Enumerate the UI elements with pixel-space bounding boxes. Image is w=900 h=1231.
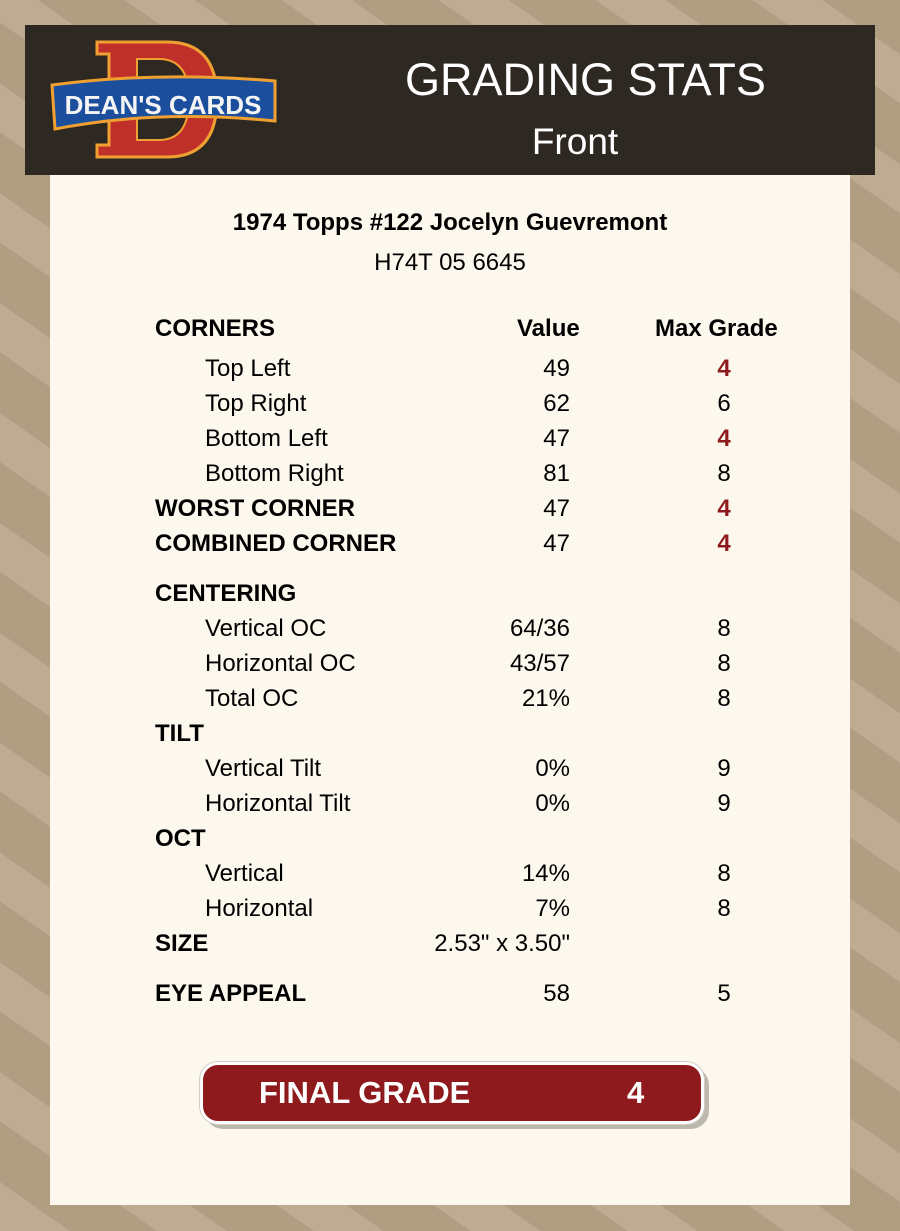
stat-value: 49 xyxy=(543,355,570,382)
stat-value: 62 xyxy=(543,390,570,417)
stat-row xyxy=(50,751,850,786)
stat-value: 7% xyxy=(535,895,570,922)
deans-cards-logo xyxy=(47,37,282,162)
final-grade-banner xyxy=(200,1062,704,1124)
stat-value: 0% xyxy=(535,755,570,782)
stat-label: Vertical OC xyxy=(205,615,327,642)
stat-row xyxy=(50,611,850,646)
stat-row xyxy=(50,786,850,821)
stat-row xyxy=(50,526,850,561)
stat-max-grade: 8 xyxy=(717,685,731,712)
stat-label: Vertical xyxy=(205,860,284,887)
stat-max-grade: 8 xyxy=(717,615,731,642)
final-grade-label: FINAL GRADE xyxy=(259,1075,471,1110)
value-column-header: Value xyxy=(517,315,580,342)
stat-value: 64/36 xyxy=(509,615,570,642)
stat-label: CENTERING xyxy=(155,580,297,607)
card-id: H74T 05 6645 xyxy=(374,249,526,276)
stat-row xyxy=(50,576,850,611)
stat-value: 0% xyxy=(535,790,570,817)
stat-label: COMBINED CORNER xyxy=(155,530,397,557)
stats-table xyxy=(50,351,850,1011)
stat-row xyxy=(50,456,850,491)
stat-value: 47 xyxy=(543,495,570,522)
stat-max-grade: 9 xyxy=(717,755,731,782)
stat-max-grade: 4 xyxy=(717,425,731,452)
stat-row xyxy=(50,386,850,421)
stat-row xyxy=(50,856,850,891)
stat-label: Horizontal xyxy=(205,895,314,922)
section-corners: CORNERS xyxy=(155,315,276,342)
stat-max-grade: 9 xyxy=(717,790,731,817)
stat-label: TILT xyxy=(155,720,204,747)
stat-label: Vertical Tilt xyxy=(205,755,322,782)
stat-max-grade: 4 xyxy=(717,530,731,557)
stat-value: 81 xyxy=(543,460,570,487)
header xyxy=(25,25,875,175)
stat-label: Bottom Left xyxy=(205,425,328,452)
stat-label: WORST CORNER xyxy=(155,495,355,522)
stat-max-grade: 8 xyxy=(717,860,731,887)
stat-label: Bottom Right xyxy=(205,460,344,487)
stat-value: 47 xyxy=(543,530,570,557)
stat-value: 47 xyxy=(543,425,570,452)
stat-max-grade: 8 xyxy=(717,460,731,487)
stat-label: EYE APPEAL xyxy=(155,980,307,1007)
stat-value: 21% xyxy=(521,685,570,712)
stat-label: Horizontal Tilt xyxy=(205,790,351,817)
stat-row xyxy=(50,716,850,751)
stat-label: Top Left xyxy=(205,355,291,382)
stat-row xyxy=(50,891,850,926)
stat-label: OCT xyxy=(155,825,206,852)
stat-row xyxy=(50,976,850,1011)
stat-value: 2.53" x 3.50" xyxy=(434,930,570,957)
stat-value: 58 xyxy=(543,980,570,1007)
stat-max-grade: 8 xyxy=(717,650,731,677)
page-title: GRADING STATS xyxy=(405,54,766,105)
stat-value: 14% xyxy=(521,860,570,887)
stat-label: Top Right xyxy=(205,390,307,417)
page-subtitle: Front xyxy=(531,121,619,162)
stat-max-grade: 4 xyxy=(717,355,731,382)
card-title: 1974 Topps #122 Jocelyn Guevremont xyxy=(232,209,668,236)
stats-panel xyxy=(50,175,850,1205)
stat-row xyxy=(50,681,850,716)
logo-text: DEAN'S CARDS xyxy=(64,90,262,120)
stat-row xyxy=(50,646,850,681)
stat-label: Total OC xyxy=(205,685,299,712)
stat-row xyxy=(50,351,850,386)
stat-label: Horizontal OC xyxy=(205,650,356,677)
stat-row xyxy=(50,491,850,526)
stat-row xyxy=(50,421,850,456)
stat-max-grade: 4 xyxy=(717,495,731,522)
stat-max-grade: 5 xyxy=(717,980,731,1007)
stat-value: 43/57 xyxy=(509,650,570,677)
stat-max-grade: 8 xyxy=(717,895,731,922)
stat-label: SIZE xyxy=(155,930,209,957)
max-grade-column-header: Max Grade xyxy=(655,315,778,342)
stat-row xyxy=(50,821,850,856)
stat-max-grade: 6 xyxy=(717,390,731,417)
stat-row xyxy=(50,926,850,961)
final-grade-value: 4 xyxy=(627,1075,645,1110)
